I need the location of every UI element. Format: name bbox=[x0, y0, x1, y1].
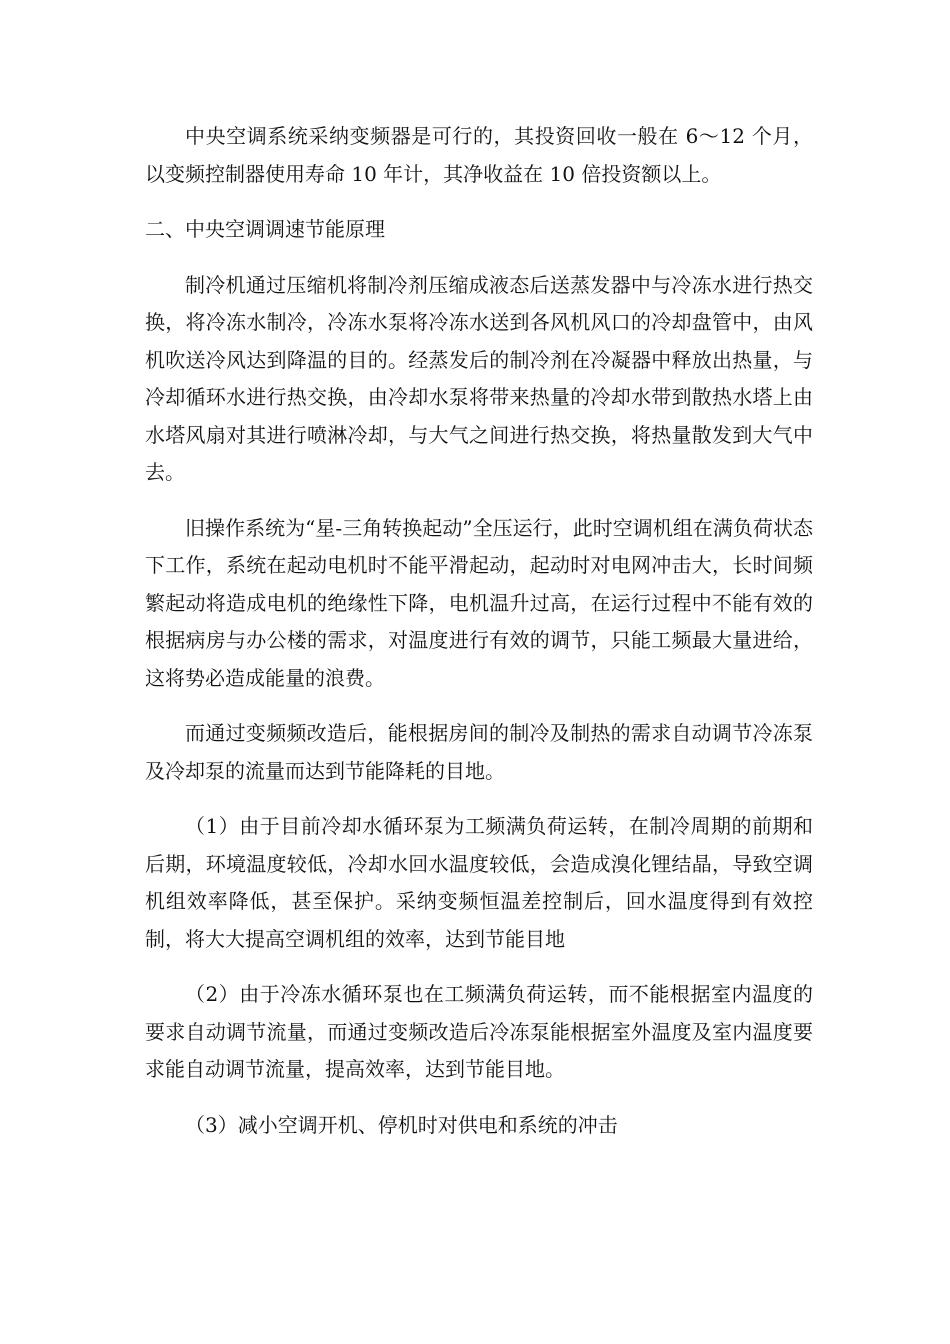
paragraph-item-3: （3）减小空调开机、停机时对供电和系统的冲击 bbox=[185, 1112, 618, 1137]
paragraph-refrigeration-principle: 制冷机通过压缩机将制冷剂压缩成液态后送蒸发器中与冷冻水进行热交换，将冷冻水制冷，冷冻水泵将冷冻水送到各风机风口的冷却盘管中，由风机吹送冷风达到降温的目的。经蒸发后的制冷剂在冷凝器中释放出热量，与冷却循环水进行热交换，由冷却水泵将带来热量的冷却水带到散热水塔上由水塔风扇对其进行喷淋冷却，与大气之间进行热交换，将热量散发到大气中去。 bbox=[145, 272, 813, 484]
paragraph-old-system: 旧操作系统为“星-三角转换起动”全压运行，此时空调机组在满负荷状态下工作，系统在起动电机时不能平滑起动，起动时对电网冲击大，长时间频繁起动将造成电机的绝缘性下降，电机温升过高，在运行过程中不能有效的根据病房与办公楼的需求，对温度进行有效的调节，只能工频最大量进给，这将势必造成能量的浪费。 bbox=[145, 515, 813, 690]
paragraph-vfd-retrofit: 而通过变频频改造后，能根据房间的制冷及制热的需求自动调节冷冻泵及冷却泵的流量而达到节能降耗的目地。 bbox=[145, 721, 813, 783]
paragraph-investment-return: 中央空调系统采纳变频器是可行的，其投资回收一般在 6～12 个月，以变频控制器使用寿命 10 年计，其净收益在 10 倍投资额以上。 bbox=[145, 124, 813, 186]
paragraph-item-1: （1）由于目前冷却水循环泵为工频满负荷运转，在制冷周期的前期和后期，环境温度较低，冷却水回水温度较低，会造成溴化锂结晶，导致空调机组效率降低，甚至保护。采纳变频恒温差控制后，回水温度得到有效控制，将大大提高空调机组的效率，达到节能目地 bbox=[145, 814, 813, 951]
document-body bbox=[145, 118, 813, 1144]
section-heading: 二、中央空调调速节能原理 bbox=[145, 217, 385, 241]
paragraph-item-2: （2）由于冷冻水循环泵也在工频满负荷运转，而不能根据室内温度的要求自动调节流量，而通过变频改造后冷冻泵能根据室外温度及室内温度要求能自动调节流量，提高效率，达到节能目地。 bbox=[145, 982, 813, 1081]
